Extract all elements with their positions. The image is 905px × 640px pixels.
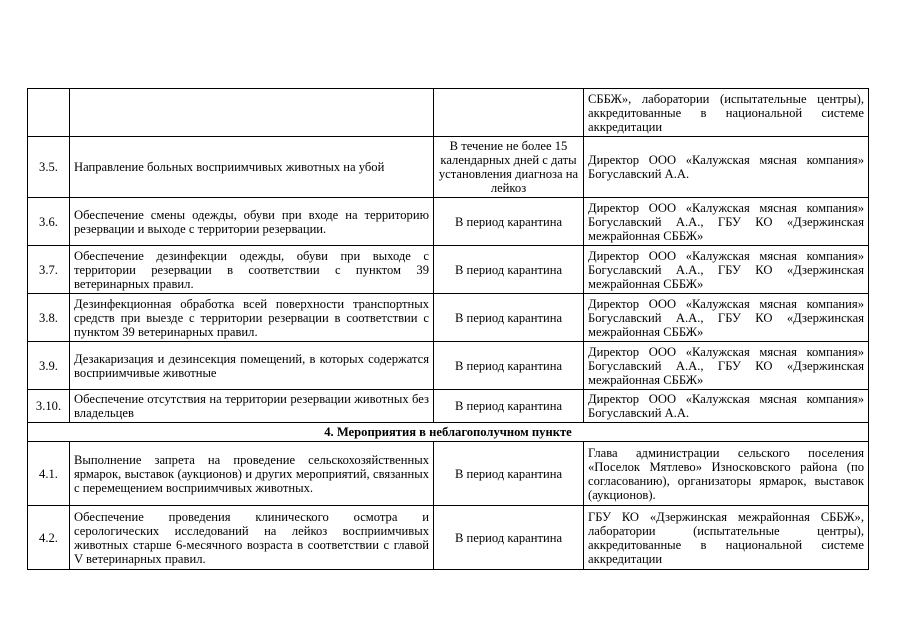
- row-number: 3.5.: [28, 137, 70, 198]
- action-cell: Дезакаризация и дезинсекция помещений, в которых содержатся восприимчивые животные: [70, 342, 434, 390]
- action-cell: Выполнение запрета на проведение сельскохозяйственных ярмарок, выставок (аукционов) и других мероприятий, связанных с перемещением восприимчивых животных.: [70, 442, 434, 506]
- period-cell: В период карантина: [434, 246, 584, 294]
- section-header-row: [28, 423, 869, 442]
- period-cell: В период карантина: [434, 294, 584, 342]
- row-number: 4.1.: [28, 442, 70, 506]
- table-row: [28, 294, 869, 342]
- row-number: 4.2.: [28, 506, 70, 570]
- responsible-cell: Директор ООО «Калужская мясная компания» Богуславский А.А., ГБУ КО «Дзержинская межрайонная СББЖ»: [584, 342, 869, 390]
- responsible-cell: Глава администрации сельского поселения «Поселок Мятлево» Износковского района (по согласованию), организаторы ярмарок, выставок (аукционов).: [584, 442, 869, 506]
- measures-table: [27, 88, 869, 570]
- table-row: [28, 137, 869, 198]
- period-cell: В период карантина: [434, 198, 584, 246]
- section-title: 4. Мероприятия в неблагополучном пункте: [28, 423, 869, 442]
- action-cell: Обеспечение проведения клинического осмотра и серологических исследований на лейкоз восприимчивых животных старше 6-месячного возраста в соответствии с главой V ветеринарных правил.: [70, 506, 434, 570]
- responsible-cell: Директор ООО «Калужская мясная компания» Богуславский А.А.: [584, 390, 869, 423]
- action-cell: Дезинфекционная обработка всей поверхности транспортных средств при выезде с территории резервации в соответствии с пунктом 39 ветеринарных правил.: [70, 294, 434, 342]
- row-number: 3.9.: [28, 342, 70, 390]
- responsible-cell: СББЖ», лаборатории (испытательные центры), аккредитованные в национальной системе аккредитации: [584, 89, 869, 137]
- table-row: [28, 390, 869, 423]
- action-cell: Обеспечение отсутствия на территории резервации животных без владельцев: [70, 390, 434, 423]
- row-number: 3.6.: [28, 198, 70, 246]
- table-row: [28, 246, 869, 294]
- table-row: [28, 198, 869, 246]
- row-number: [28, 89, 70, 137]
- action-cell: Обеспечение дезинфекции одежды, обуви при выходе с территории резервации в соответствии с пунктом 39 ветеринарных правил.: [70, 246, 434, 294]
- action-cell: Обеспечение смены одежды, обуви при входе на территорию резервации и выходе с территории резервации.: [70, 198, 434, 246]
- period-cell: В течение не более 15 календарных дней с даты установления диагноза на лейкоз: [434, 137, 584, 198]
- table-row: [28, 506, 869, 570]
- table-row: [28, 342, 869, 390]
- responsible-cell: ГБУ КО «Дзержинская межрайонная СББЖ», лаборатории (испытательные центры), аккредитованные в национальной системе аккредитации: [584, 506, 869, 570]
- table-row: [28, 89, 869, 137]
- responsible-cell: Директор ООО «Калужская мясная компания» Богуславский А.А.: [584, 137, 869, 198]
- row-number: 3.8.: [28, 294, 70, 342]
- action-cell: Направление больных восприимчивых животных на убой: [70, 137, 434, 198]
- responsible-cell: Директор ООО «Калужская мясная компания» Богуславский А.А., ГБУ КО «Дзержинская межрайонная СББЖ»: [584, 198, 869, 246]
- responsible-cell: Директор ООО «Калужская мясная компания» Богуславский А.А., ГБУ КО «Дзержинская межрайонная СББЖ»: [584, 294, 869, 342]
- period-cell: [434, 89, 584, 137]
- table-row: [28, 442, 869, 506]
- row-number: 3.10.: [28, 390, 70, 423]
- row-number: 3.7.: [28, 246, 70, 294]
- action-cell: [70, 89, 434, 137]
- period-cell: В период карантина: [434, 342, 584, 390]
- period-cell: В период карантина: [434, 506, 584, 570]
- responsible-cell: Директор ООО «Калужская мясная компания» Богуславский А.А., ГБУ КО «Дзержинская межрайонная СББЖ»: [584, 246, 869, 294]
- period-cell: В период карантина: [434, 442, 584, 506]
- period-cell: В период карантина: [434, 390, 584, 423]
